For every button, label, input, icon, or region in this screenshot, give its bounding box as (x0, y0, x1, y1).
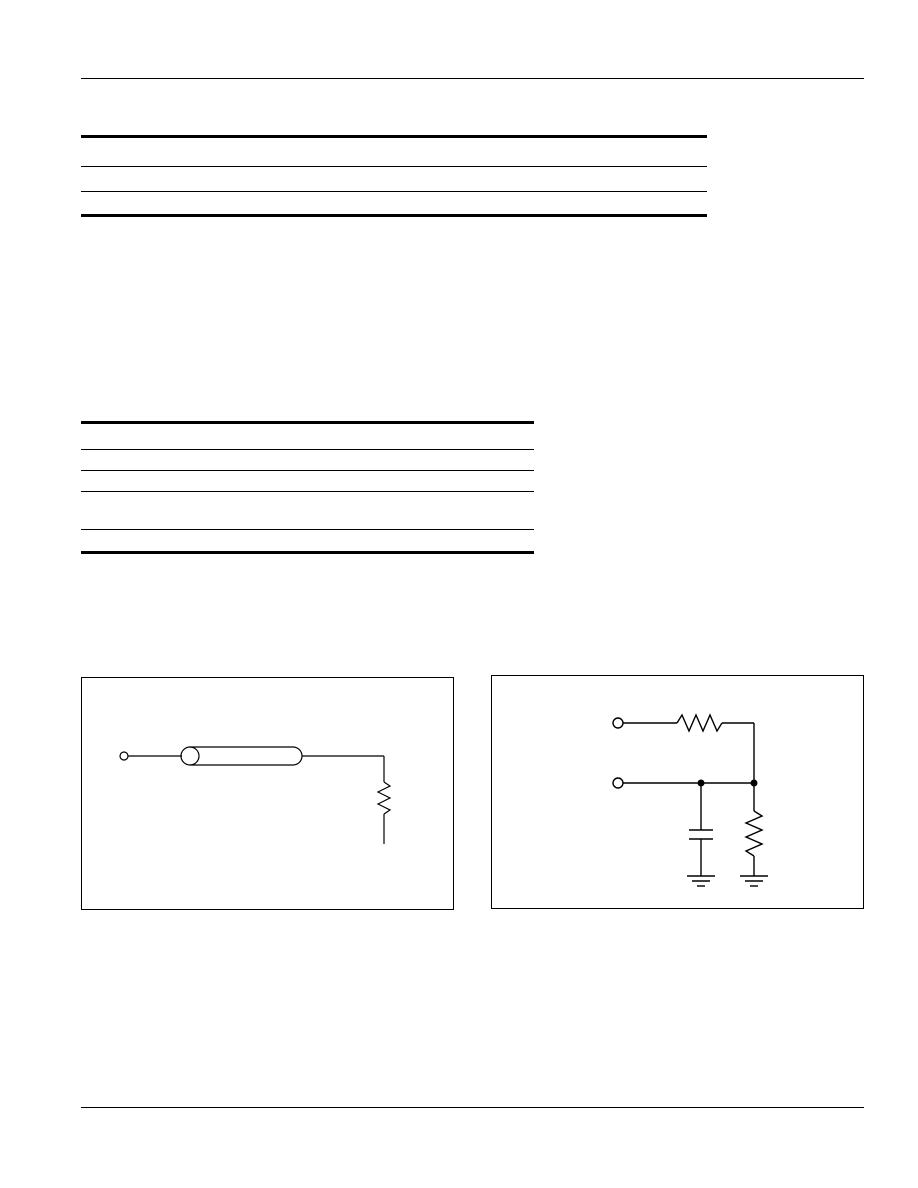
table-2-top-rule (81, 421, 534, 424)
table-1-bottom-rule (81, 214, 707, 217)
table-2-row-rule (81, 449, 534, 450)
junction-dot (698, 780, 705, 787)
shunt-capacitor (689, 830, 713, 839)
table-2-bottom-rule (81, 551, 534, 554)
rc-network-figure (491, 675, 864, 909)
shunt-resistor (746, 811, 762, 856)
table-2-row-rule (81, 491, 534, 492)
series-resistor (677, 715, 722, 731)
header-rule (81, 78, 864, 79)
table-2-row-rule (81, 529, 534, 530)
transmission-line-termination-figure (81, 677, 454, 910)
footer-rule (81, 1107, 864, 1108)
table-1-row-rule (81, 166, 707, 167)
junction-dot (751, 780, 758, 787)
table-2-row-rule (81, 470, 534, 471)
transmission-line-diagram (82, 678, 455, 911)
termination-resistor (378, 782, 390, 814)
ground-symbol-right (740, 876, 768, 886)
rc-network-diagram (492, 676, 865, 910)
input-terminal-2 (613, 778, 623, 788)
input-terminal (120, 752, 128, 760)
ground-symbol-left (687, 876, 715, 886)
coaxial-line (181, 747, 302, 765)
table-1-top-rule (81, 135, 707, 138)
input-terminal-1 (613, 718, 623, 728)
table-1-row-rule (81, 191, 707, 192)
